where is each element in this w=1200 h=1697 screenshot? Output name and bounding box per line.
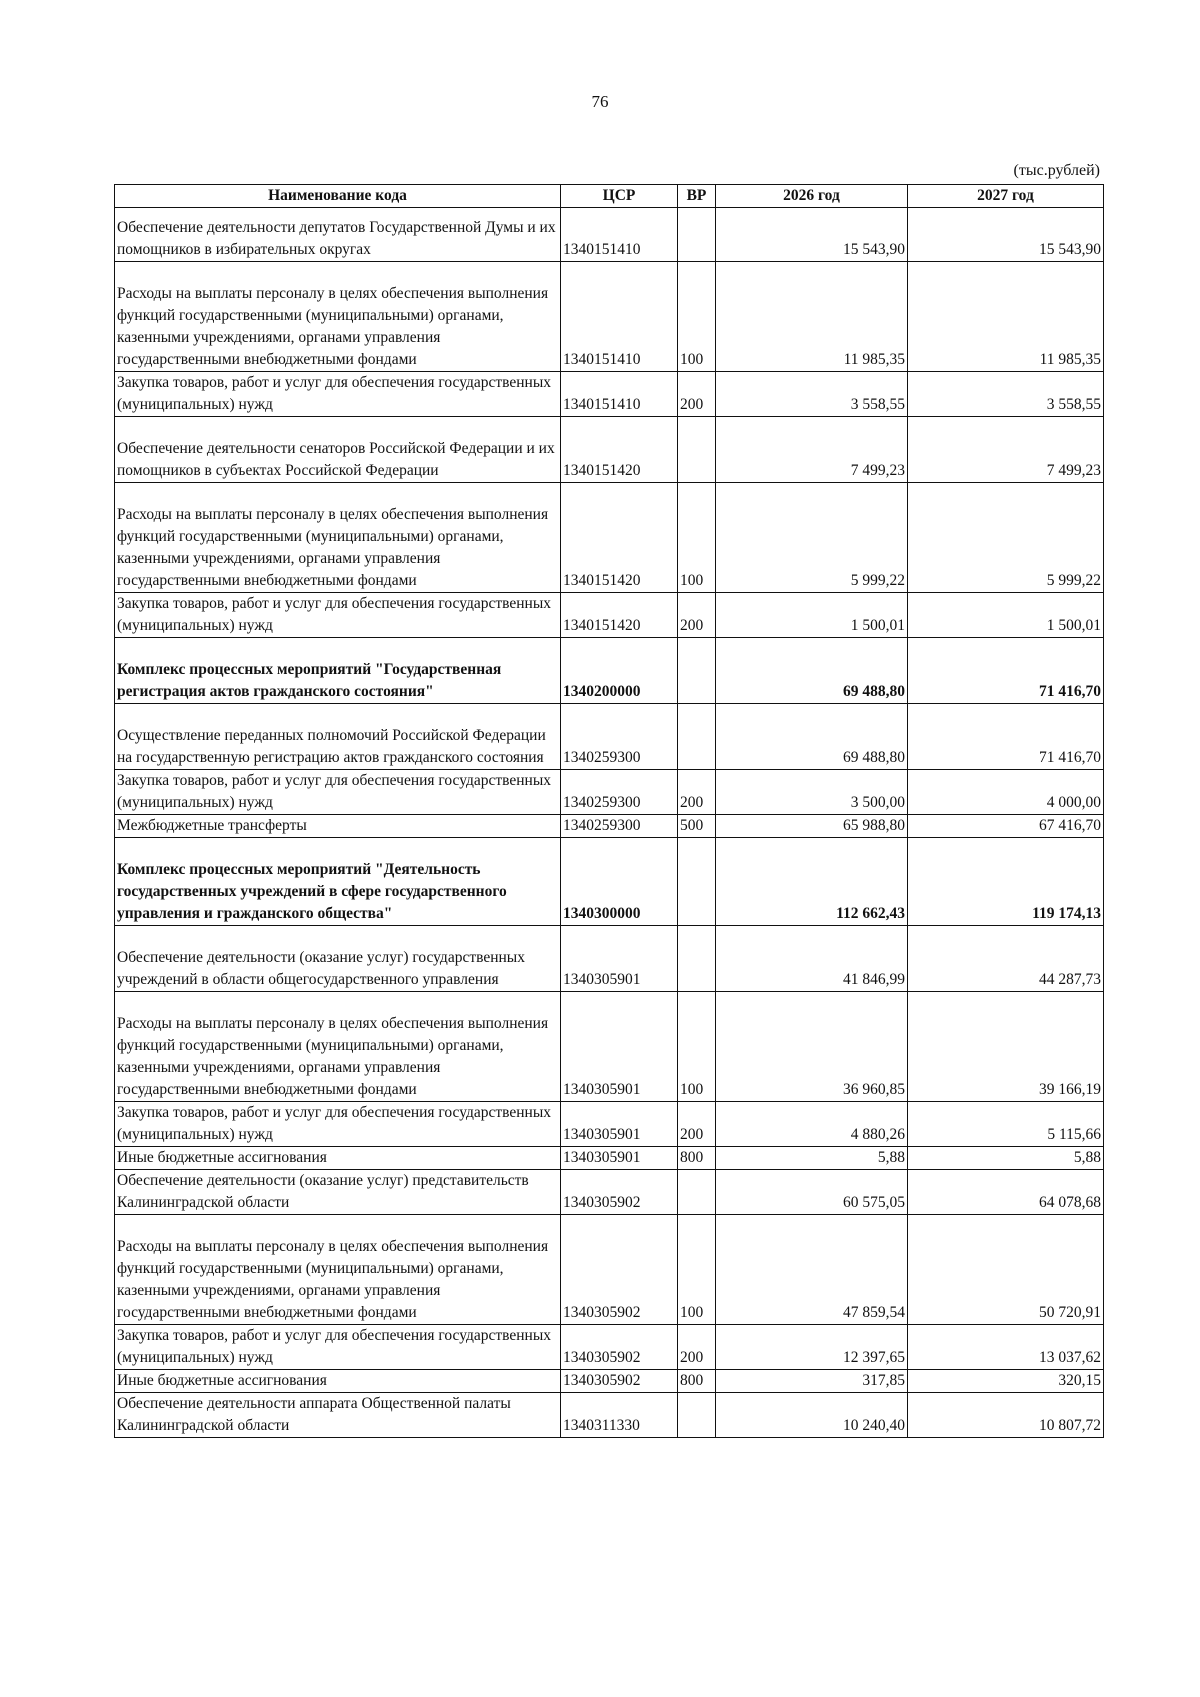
row-value-2027: 5 999,22 [908,483,1104,593]
units-label: (тыс.рублей) [1013,162,1100,179]
row-vr: 200 [678,593,716,638]
row-value-2026: 69 488,80 [716,638,908,704]
row-value-2027: 4 000,00 [908,770,1104,815]
row-name: Закупка товаров, работ и услуг для обеспечения государственных (муниципальных) нужд [115,1325,561,1370]
row-name: Иные бюджетные ассигнования [115,1147,561,1170]
row-value-2027: 119 174,13 [908,838,1104,926]
table-row [115,992,1104,1102]
row-value-2027: 71 416,70 [908,638,1104,704]
row-value-2026: 12 397,65 [716,1325,908,1370]
row-value-2027: 1 500,01 [908,593,1104,638]
row-value-2027: 67 416,70 [908,815,1104,838]
row-vr: 100 [678,1215,716,1325]
row-code: 1340151420 [561,417,678,483]
table-row [115,1170,1104,1215]
row-code: 1340151410 [561,208,678,262]
row-name: Комплекс процессных мероприятий "Деятельность государственных учреждений в сфере государственного управления и гражданского общества" [115,838,561,926]
row-code: 1340259300 [561,704,678,770]
row-name: Иные бюджетные ассигнования [115,1370,561,1393]
row-name: Обеспечение деятельности (оказание услуг) государственных учреждений в области общегосударственного управления [115,926,561,992]
row-vr: 100 [678,262,716,372]
row-name: Комплекс процессных мероприятий "Государственная регистрация актов гражданского состояния" [115,638,561,704]
row-value-2026: 4 880,26 [716,1102,908,1147]
table-row [115,417,1104,483]
row-vr: 500 [678,815,716,838]
row-value-2027: 11 985,35 [908,262,1104,372]
row-value-2027: 13 037,62 [908,1325,1104,1370]
row-vr: 800 [678,1147,716,1170]
row-value-2027: 15 543,90 [908,208,1104,262]
row-value-2026: 65 988,80 [716,815,908,838]
row-vr: 200 [678,770,716,815]
row-value-2026: 69 488,80 [716,704,908,770]
header-2026: 2026 год [716,185,908,208]
row-code: 1340305901 [561,926,678,992]
row-vr: 200 [678,372,716,417]
row-value-2027: 3 558,55 [908,372,1104,417]
row-value-2026: 60 575,05 [716,1170,908,1215]
table-row [115,770,1104,815]
row-value-2027: 5,88 [908,1147,1104,1170]
row-code: 1340305901 [561,1102,678,1147]
row-value-2026: 36 960,85 [716,992,908,1102]
table-row [115,262,1104,372]
table-row [115,638,1104,704]
table-row [115,838,1104,926]
table-row [115,593,1104,638]
row-vr [678,1170,716,1215]
row-value-2027: 64 078,68 [908,1170,1104,1215]
row-name: Закупка товаров, работ и услуг для обеспечения государственных (муниципальных) нужд [115,770,561,815]
row-code: 1340305901 [561,1147,678,1170]
row-value-2026: 112 662,43 [716,838,908,926]
row-vr [678,926,716,992]
row-vr: 200 [678,1102,716,1147]
row-name: Межбюджетные трансферты [115,815,561,838]
row-code: 1340305902 [561,1370,678,1393]
budget-table [114,184,1104,1438]
row-vr [678,208,716,262]
row-value-2027: 50 720,91 [908,1215,1104,1325]
table-row [115,1215,1104,1325]
row-name: Обеспечение деятельности сенаторов Российской Федерации и их помощников в субъектах Российской Федерации [115,417,561,483]
row-code: 1340259300 [561,815,678,838]
row-code: 1340151420 [561,483,678,593]
row-value-2026: 3 500,00 [716,770,908,815]
row-name: Закупка товаров, работ и услуг для обеспечения государственных (муниципальных) нужд [115,1102,561,1147]
table-row [115,483,1104,593]
row-value-2026: 3 558,55 [716,372,908,417]
row-name: Обеспечение деятельности депутатов Государственной Думы и их помощников в избирательных округах [115,208,561,262]
row-code: 1340305901 [561,992,678,1102]
row-vr: 100 [678,483,716,593]
table-row [115,1102,1104,1147]
row-code: 1340151420 [561,593,678,638]
row-code: 1340305902 [561,1170,678,1215]
row-code: 1340151410 [561,372,678,417]
row-name: Закупка товаров, работ и услуг для обеспечения государственных (муниципальных) нужд [115,372,561,417]
row-vr: 800 [678,1370,716,1393]
row-value-2026: 5 999,22 [716,483,908,593]
row-value-2027: 39 166,19 [908,992,1104,1102]
row-name: Расходы на выплаты персоналу в целях обеспечения выполнения функций государственными (муниципальными) органами, казенными учреждениями, органами управления государственными внебюджетными фондами [115,483,561,593]
row-value-2026: 10 240,40 [716,1393,908,1438]
row-vr [678,1393,716,1438]
row-vr [678,838,716,926]
row-code: 1340151410 [561,262,678,372]
row-code: 1340259300 [561,770,678,815]
header-2027: 2027 год [908,185,1104,208]
row-value-2027: 71 416,70 [908,704,1104,770]
row-value-2027: 7 499,23 [908,417,1104,483]
table-row [115,704,1104,770]
row-vr: 200 [678,1325,716,1370]
row-name: Осуществление переданных полномочий Российской Федерации на государственную регистрацию актов гражданского состояния [115,704,561,770]
row-value-2027: 320,15 [908,1370,1104,1393]
page-number: 76 [591,92,609,111]
row-name: Закупка товаров, работ и услуг для обеспечения государственных (муниципальных) нужд [115,593,561,638]
table-row [115,1325,1104,1370]
row-value-2027: 10 807,72 [908,1393,1104,1438]
row-value-2027: 44 287,73 [908,926,1104,992]
row-value-2026: 47 859,54 [716,1215,908,1325]
row-vr [678,417,716,483]
row-vr: 100 [678,992,716,1102]
row-value-2026: 1 500,01 [716,593,908,638]
row-name: Обеспечение деятельности (оказание услуг) представительств Калининградской области [115,1170,561,1215]
table-row [115,372,1104,417]
row-value-2026: 11 985,35 [716,262,908,372]
row-name: Расходы на выплаты персоналу в целях обеспечения выполнения функций государственными (муниципальными) органами, казенными учреждениями, органами управления государственными внебюджетными фондами [115,992,561,1102]
row-code: 1340305902 [561,1215,678,1325]
row-value-2026: 5,88 [716,1147,908,1170]
table-row [115,1393,1104,1438]
row-vr [678,638,716,704]
header-vr: ВР [678,185,716,208]
table-row [115,1370,1104,1393]
table-header-row [115,185,1104,208]
row-value-2026: 15 543,90 [716,208,908,262]
table-row [115,1147,1104,1170]
row-name: Обеспечение деятельности аппарата Общественной палаты Калининградской области [115,1393,561,1438]
header-code: ЦСР [561,185,678,208]
table-row [115,208,1104,262]
row-code: 1340300000 [561,838,678,926]
row-code: 1340305902 [561,1325,678,1370]
table-row [115,926,1104,992]
row-value-2026: 41 846,99 [716,926,908,992]
row-value-2027: 5 115,66 [908,1102,1104,1147]
row-vr [678,704,716,770]
row-name: Расходы на выплаты персоналу в целях обеспечения выполнения функций государственными (муниципальными) органами, казенными учреждениями, органами управления государственными внебюджетными фондами [115,1215,561,1325]
row-code: 1340200000 [561,638,678,704]
header-name: Наименование кода [115,185,561,208]
row-value-2026: 317,85 [716,1370,908,1393]
row-code: 1340311330 [561,1393,678,1438]
row-value-2026: 7 499,23 [716,417,908,483]
row-name: Расходы на выплаты персоналу в целях обеспечения выполнения функций государственными (муниципальными) органами, казенными учреждениями, органами управления государственными внебюджетными фондами [115,262,561,372]
table-row [115,815,1104,838]
